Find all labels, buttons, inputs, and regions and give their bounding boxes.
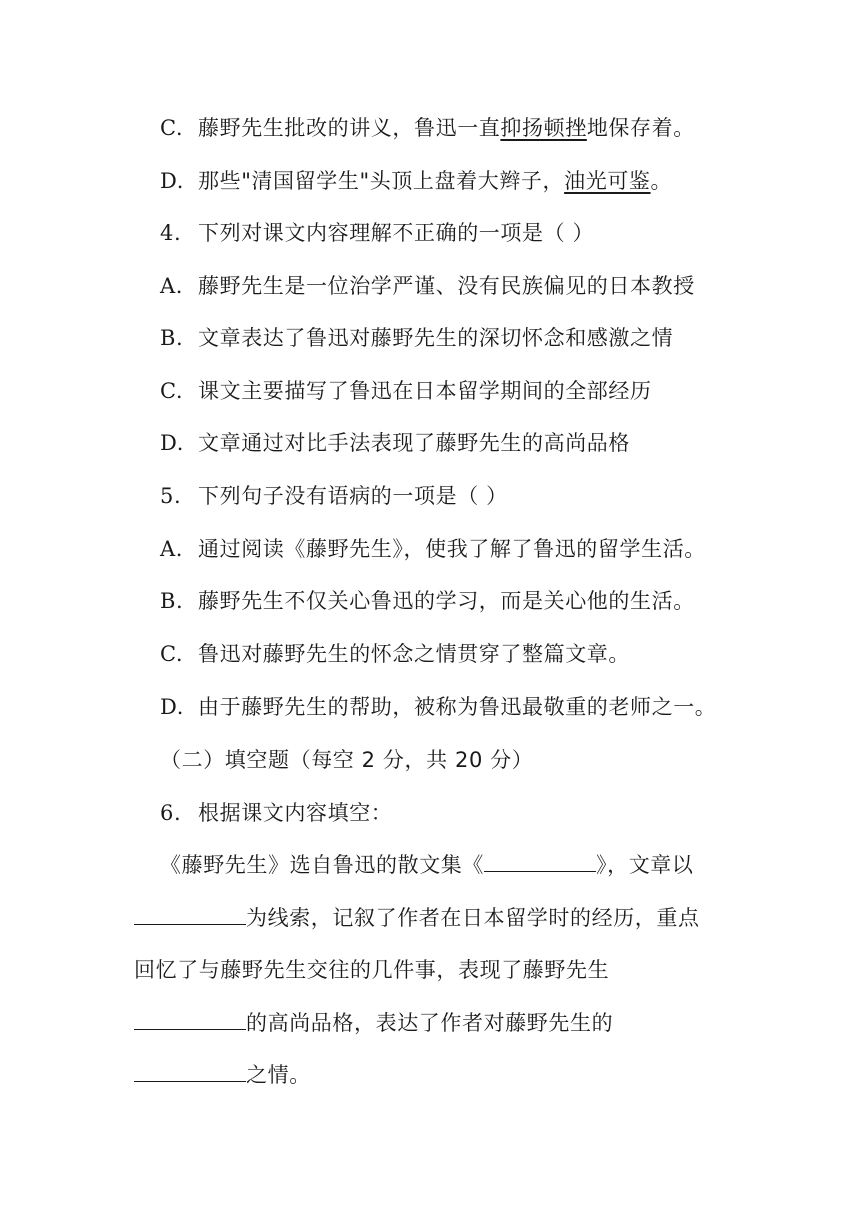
option-text: 藤野先生是一位治学严谨、没有民族偏见的日本教授 — [198, 274, 695, 298]
option-label: D. — [160, 431, 184, 455]
question-number: 4. — [160, 221, 182, 245]
option-label: D. — [160, 169, 184, 193]
fill-line-1 — [160, 850, 694, 880]
question-number: 5. — [160, 484, 182, 508]
option-text: 文章通过对比手法表现了藤野先生的高尚品格 — [198, 431, 630, 455]
blank-character[interactable] — [134, 1009, 246, 1030]
option-text: 藤野先生不仅关心鲁迅的学习，而是关心他的生活。 — [198, 589, 695, 613]
paragraph-text: 回忆了与藤野先生交往的几件事，表现了藤野先生 — [134, 958, 610, 982]
option-text-end: 地保存着。 — [586, 116, 695, 140]
q5-option-b — [160, 586, 695, 616]
q5-option-c — [160, 639, 630, 669]
option-text: 由于藤野先生的帮助，被称为鲁迅最敬重的老师之一。 — [198, 695, 717, 719]
paragraph-text: 之情。 — [246, 1063, 311, 1087]
q4-option-c — [160, 376, 652, 406]
fill-line-5 — [134, 1060, 311, 1090]
option-label: C. — [160, 379, 184, 403]
paragraph-text: 《藤野先生》选自鲁迅的散文集《 — [160, 853, 484, 877]
paragraph-text: 为线索，记叙了作者在日本留学时的经历，重点 — [246, 906, 700, 930]
option-text: 文章表达了鲁迅对藤野先生的深切怀念和感激之情 — [198, 326, 674, 350]
underlined-word: 抑扬顿挫 — [500, 116, 587, 140]
option-text: 鲁迅对藤野先生的怀念之情贯穿了整篇文章。 — [198, 642, 630, 666]
question-text: 下列对课文内容理解不正确的一项是（ ） — [198, 221, 595, 245]
question-number: 6. — [160, 801, 182, 825]
q5-option-a — [160, 534, 706, 564]
option-text: 藤野先生批改的讲义，鲁迅一直 — [198, 116, 501, 140]
question-6-stem — [160, 798, 392, 828]
question-5-stem — [160, 481, 508, 511]
option-label: B. — [160, 326, 184, 350]
q4-option-d — [160, 428, 630, 458]
option-label: C. — [160, 116, 184, 140]
fill-line-2 — [134, 903, 700, 933]
option-label: B. — [160, 589, 184, 613]
option-label: D. — [160, 695, 184, 719]
option-label: C. — [160, 642, 184, 666]
q4-option-b — [160, 323, 673, 353]
blank-emotion[interactable] — [134, 1061, 246, 1082]
blank-collection-name[interactable] — [484, 851, 596, 872]
option-label: A. — [160, 537, 184, 561]
option-text: 课文主要描写了鲁迅在日本留学期间的全部经历 — [198, 379, 652, 403]
blank-clue[interactable] — [134, 904, 246, 925]
question-text: 根据课文内容填空： — [198, 801, 393, 825]
paragraph-text: 》，文章以 — [596, 853, 694, 877]
fill-line-4 — [134, 1008, 613, 1038]
section-heading: （二）填空题（每空 2 分，共 20 分） — [160, 748, 534, 772]
q5-option-d — [160, 692, 716, 722]
option-label: A. — [160, 274, 184, 298]
option-text: 那些"清国留学生"头顶上盘着大辫子， — [198, 169, 565, 193]
q3-option-d — [160, 166, 672, 196]
paragraph-text: 的高尚品格，表达了作者对藤野先生的 — [246, 1011, 614, 1035]
option-text: 通过阅读《藤野先生》，使我了解了鲁迅的留学生活。 — [198, 537, 706, 561]
fill-line-3 — [134, 955, 609, 985]
question-text: 下列句子没有语病的一项是（ ） — [198, 484, 508, 508]
underlined-word: 油光可鉴 — [564, 169, 651, 193]
q3-option-c — [160, 113, 695, 143]
question-4-stem — [160, 218, 594, 248]
q4-option-a — [160, 271, 695, 301]
option-text-end: 。 — [650, 169, 673, 193]
